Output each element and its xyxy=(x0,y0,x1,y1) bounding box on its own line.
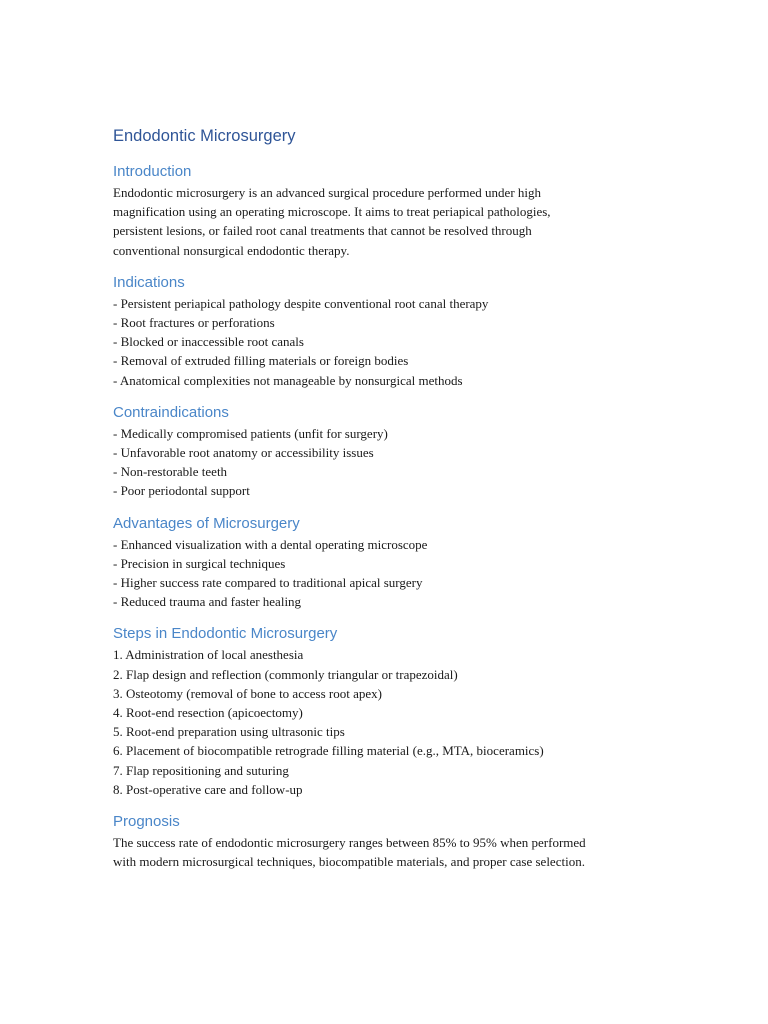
list-item: - Precision in surgical techniques xyxy=(113,555,286,571)
section-indications xyxy=(113,272,673,390)
list-item: 4. Root-end resection (apicoectomy) xyxy=(113,705,303,721)
section-heading: Contraindications xyxy=(113,403,229,421)
list-item: - Blocked or inaccessible root canals xyxy=(113,334,304,350)
list-item: 1. Administration of local anesthesia xyxy=(113,647,304,663)
section-heading: Advantages of Microsurgery xyxy=(113,514,300,532)
list-item: - Non-restorable teeth xyxy=(113,464,228,480)
section-contraindications xyxy=(113,402,673,501)
list-item: 7. Flap repositioning and suturing xyxy=(113,762,289,778)
section-introduction xyxy=(113,161,673,260)
list-item: - Removal of extruded filling materials or foreign bodies xyxy=(113,353,409,369)
paragraph-line: persistent lesions, or failed root canal treatments that cannot be resolved through xyxy=(113,223,532,239)
list-item: 6. Placement of biocompatible retrograde filling material (e.g., MTA, bioceramics) xyxy=(113,743,544,759)
section-advantages xyxy=(113,513,673,612)
section-heading: Introduction xyxy=(113,163,192,180)
list-item: 3. Osteotomy (removal of bone to access root apex) xyxy=(113,685,382,701)
section-heading: Prognosis xyxy=(113,813,180,831)
paragraph-line: with modern microsurgical techniques, biocompatible materials, and proper case selection. xyxy=(113,854,585,870)
list-item: - Enhanced visualization with a dental operating microscope xyxy=(113,536,428,552)
list-item: - Unfavorable root anatomy or accessibility issues xyxy=(113,445,374,461)
paragraph-line: Endodontic microsurgery is an advanced surgical procedure performed under high xyxy=(113,185,542,200)
list-item: - Anatomical complexities not manageable by nonsurgical methods xyxy=(113,372,463,388)
section-heading: Indications xyxy=(113,273,185,291)
list-item: - Reduced trauma and faster healing xyxy=(113,594,302,610)
list-item: - Poor periodontal support xyxy=(113,483,250,499)
list-item: 5. Root-end preparation using ultrasonic tips xyxy=(113,724,345,740)
list-item: 8. Post-operative care and follow-up xyxy=(113,781,303,797)
section-prognosis xyxy=(113,811,673,871)
document-title: Endodontic Microsurgery xyxy=(113,127,296,145)
paragraph-line: magnification using an operating microscope. It aims to treat periapical pathologies, xyxy=(113,204,551,220)
paragraph-line: conventional nonsurgical endodontic therapy. xyxy=(113,242,350,258)
document-body xyxy=(113,124,673,871)
paragraph-line: The success rate of endodontic microsurgery ranges between 85% to 95% when performed xyxy=(113,835,586,851)
section-heading: Steps in Endodontic Microsurgery xyxy=(113,625,338,643)
list-item: - Higher success rate compared to traditional apical surgery xyxy=(113,575,423,591)
list-item: - Root fractures or perforations xyxy=(113,315,275,331)
list-item: - Persistent periapical pathology despite conventional root canal therapy xyxy=(113,295,489,311)
list-item: - Medically compromised patients (unfit for surgery) xyxy=(113,425,388,441)
list-item: 2. Flap design and reflection (commonly triangular or trapezoidal) xyxy=(113,666,458,682)
section-steps xyxy=(113,623,673,799)
